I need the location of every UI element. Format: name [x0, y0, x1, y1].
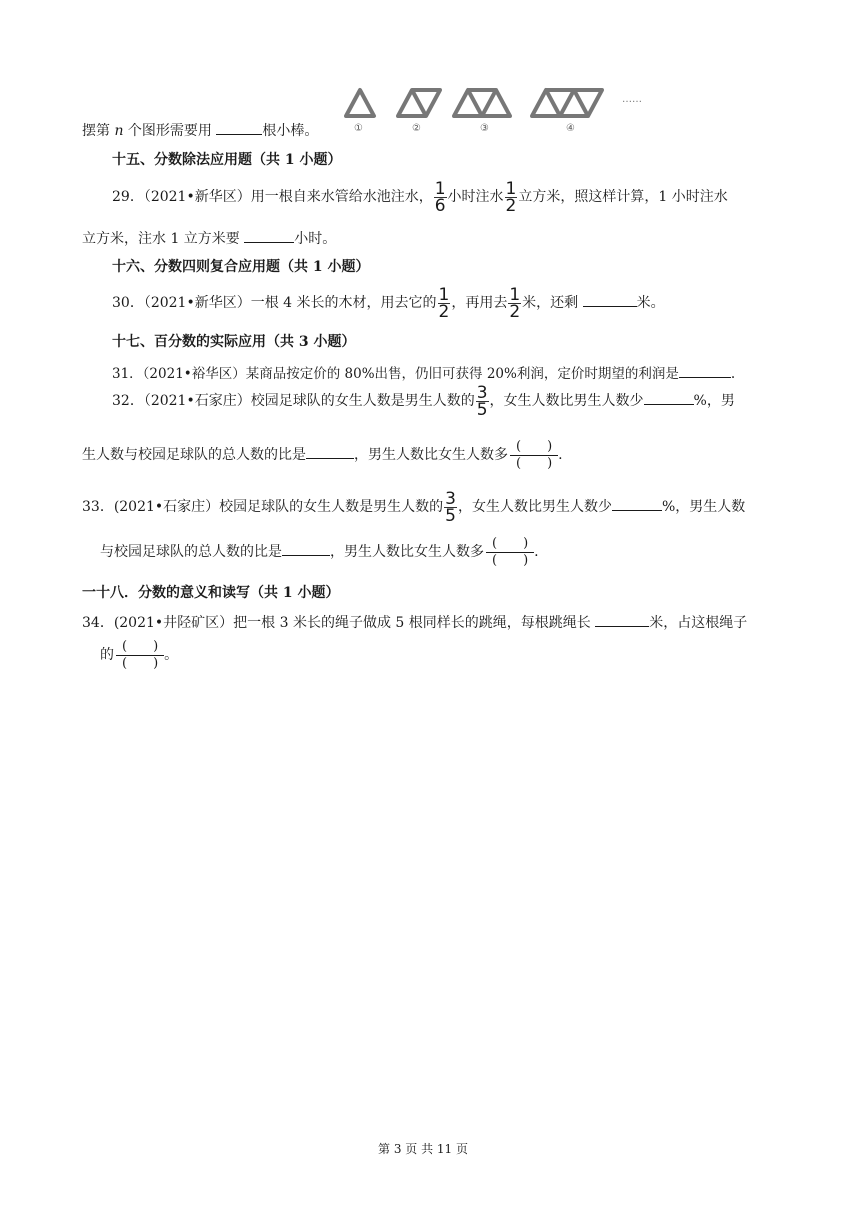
answer-blank[interactable]: [612, 496, 662, 511]
figure-label-4: ④: [566, 123, 575, 134]
problem-34-line-2: 的 ( ) ( ) 。: [100, 638, 179, 671]
page-footer: 第 3 页 共 11 页: [378, 1142, 468, 1156]
answer-blank[interactable]: [306, 444, 354, 459]
problem-28-line: 摆第 n 个图形需要用 根小棒。: [82, 120, 318, 140]
fraction: $\frac{1}{2}$: [509, 284, 521, 322]
fraction: $\frac{1}{2}$: [438, 284, 450, 322]
figure-1-triangle: [346, 90, 374, 116]
fraction: $\frac{1}{6}$: [434, 178, 446, 216]
figure-dots: ……: [622, 94, 642, 105]
blank-fraction[interactable]: ( ) ( ): [510, 439, 558, 472]
problem-33-line-1: 33．(2021•石家庄）校园足球队的女生人数是男生人数的 $\frac{3}{5}$ ，女生人数比男生人数少 %，男生人数: [82, 488, 746, 526]
section-heading-18: 一十八．分数的意义和读写（共 1 小题）: [82, 585, 340, 601]
blank-fraction[interactable]: ( ) ( ): [116, 639, 164, 672]
problem-31-line: 31．（2021•裕华区）某商品按定价的 80%出售，仍旧可获得 20%利润，定价时期望的利润是 .: [112, 363, 735, 383]
section-heading-15: 十五、分数除法应用题（共 1 小题）: [112, 152, 342, 168]
answer-blank[interactable]: [595, 612, 649, 627]
problem-32-line-1: 32．（2021•石家庄）校园足球队的女生人数是男生人数的 $\frac{3}{5}$ ，女生人数比男生人数少 %，男: [112, 382, 735, 420]
figure-label-1: ①: [354, 123, 363, 134]
figure-label-3: ③: [480, 123, 489, 134]
figure-3-triangles: [454, 90, 510, 116]
fraction: $\frac{3}{5}$: [445, 488, 456, 526]
answer-blank[interactable]: [244, 228, 294, 243]
fraction: $\frac{1}{2}$: [505, 178, 517, 216]
problem-30-line: 30．（2021•新华区）一根 4 米长的木材，用去它的 $\frac{1}{2}$ ，再用去 $\frac{1}{2}$ 米，还剩 米。: [112, 284, 665, 322]
figure-2-triangles: [398, 90, 440, 116]
figure-4-triangles: [532, 90, 602, 116]
problem-29-line-2: 立方米，注水 1 立方米要 小时。: [82, 228, 336, 248]
problem-33-line-2: 与校园足球队的总人数的比是 ，男生人数比女生人数多 ( ) ( ) .: [100, 535, 539, 568]
problem-34-line-1: 34．(2021•井陉矿区）把一根 3 米长的绳子做成 5 根同样长的跳绳，每根跳绳长 米，占这根绳子: [82, 612, 747, 632]
matchstick-figure: [336, 84, 656, 136]
answer-blank[interactable]: [216, 120, 262, 135]
answer-blank[interactable]: [583, 292, 637, 307]
answer-blank[interactable]: [679, 363, 731, 378]
blank-fraction[interactable]: ( ) ( ): [486, 536, 534, 569]
section-heading-17: 十七、百分数的实际应用（共 3 小题）: [112, 334, 356, 350]
section-heading-16: 十六、分数四则复合应用题（共 1 小题）: [112, 259, 370, 275]
answer-blank[interactable]: [644, 390, 694, 405]
fraction: $\frac{3}{5}$: [476, 382, 488, 420]
problem-32-line-2: 生人数与校园足球队的总人数的比是 ，男生人数比女生人数多 ( ) ( ) .: [82, 438, 563, 471]
problem-29-line-1: 29．（2021•新华区）用一根自来水管给水池注水， $\frac{1}{6}$ 小时注水 $\frac{1}{2}$ 立方米，照这样计算，1 小时注水: [112, 178, 728, 216]
figure-label-2: ②: [412, 123, 421, 134]
answer-blank[interactable]: [282, 541, 330, 556]
